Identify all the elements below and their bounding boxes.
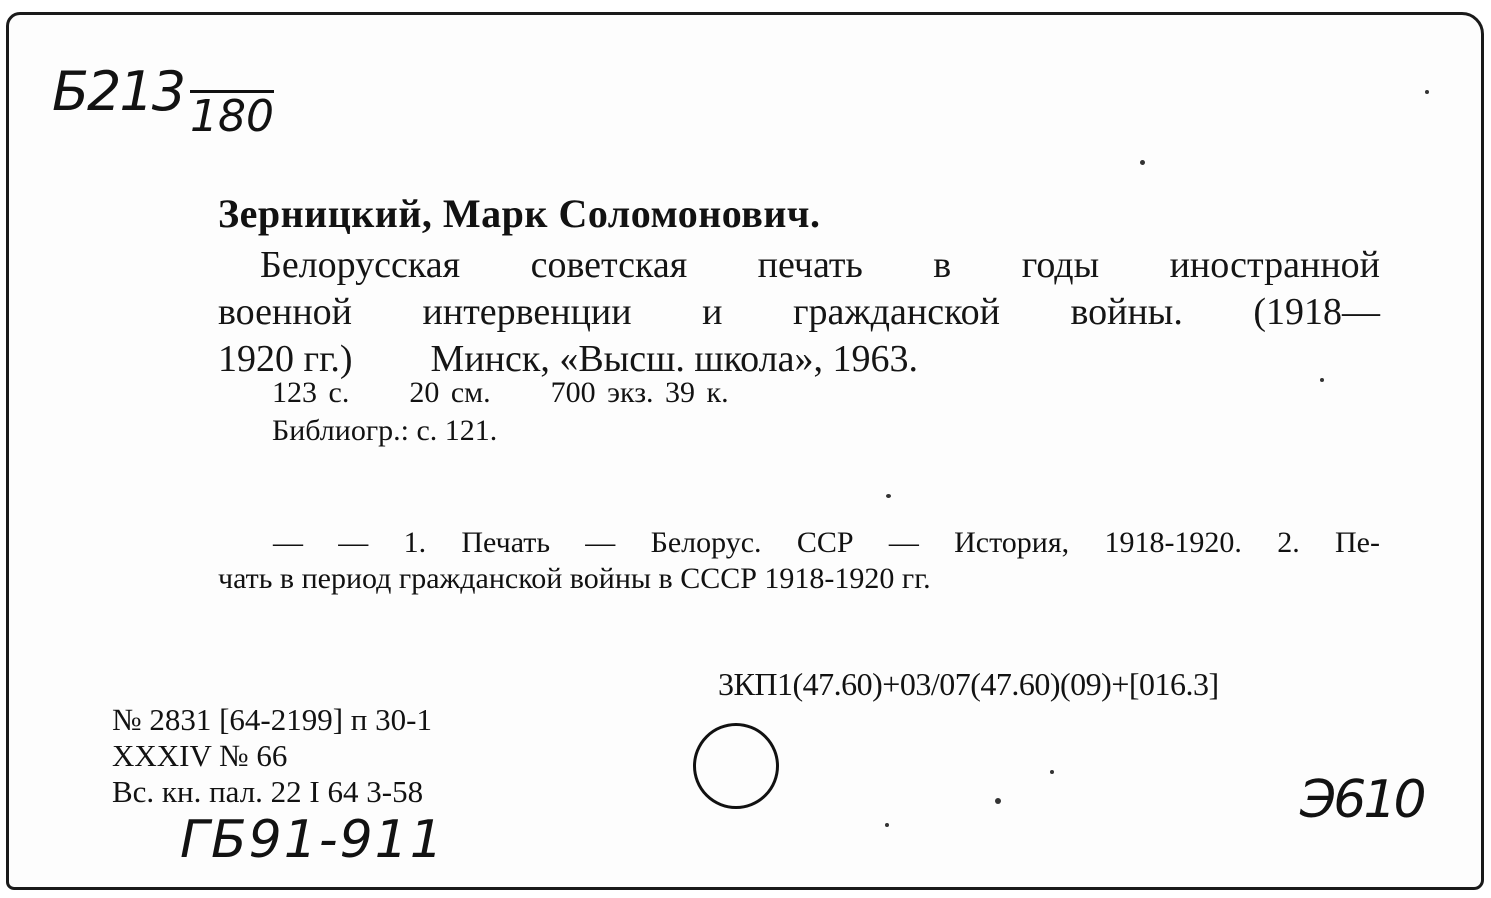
inventory-number: Э610 [1300, 770, 1424, 830]
order-line: № 2831 [64-2199] п 30-1 [112, 702, 432, 737]
classification-index: 3КП1(47.60)+03/07(47.60)(09)+[016.3] [718, 666, 1219, 702]
speck [1050, 770, 1054, 774]
order-line: XXXIV № 66 [112, 738, 288, 773]
speck [886, 494, 891, 498]
physical-description [272, 376, 789, 410]
imprint: Минск, «Высш. школа», 1963. [430, 338, 918, 380]
shelfmark: Б213 [52, 60, 185, 123]
bibliography-note: Библиогр.: с. 121. [272, 414, 498, 447]
title-block [218, 242, 1380, 383]
copies-price: 700 экз. 39 к. [550, 376, 729, 409]
size: 20 см. [409, 376, 491, 409]
speck [1140, 160, 1145, 165]
pages: 123 с. [272, 376, 350, 409]
title-line: военной интервенции и гражданской войны. (1918— [218, 291, 1380, 333]
registration-number: ГБ91-911 [180, 810, 445, 870]
speck [1320, 378, 1324, 382]
speck [885, 823, 889, 827]
subject-headings [218, 525, 1380, 597]
author-heading: Зерницкий, Марк Соломонович. [218, 191, 821, 236]
title-end: 1920 гг.) [218, 338, 353, 380]
shelfmark-sub: 180 [190, 91, 274, 142]
subject-line: — — 1. Печать — Белорус. ССР — История, 1918-1920. 2. Пе- [273, 526, 1380, 559]
stamp-circle [693, 723, 779, 809]
order-info [112, 702, 432, 810]
speck [1425, 90, 1429, 94]
title-line: Белорусская советская печать в годы иностранной [260, 244, 1380, 286]
speck [995, 798, 1001, 804]
order-line: Вс. кн. пал. 22 I 64 3-58 [112, 774, 424, 809]
subject-line: чать в период гражданской войны в СССР 1918-1920 гг. [218, 562, 931, 595]
